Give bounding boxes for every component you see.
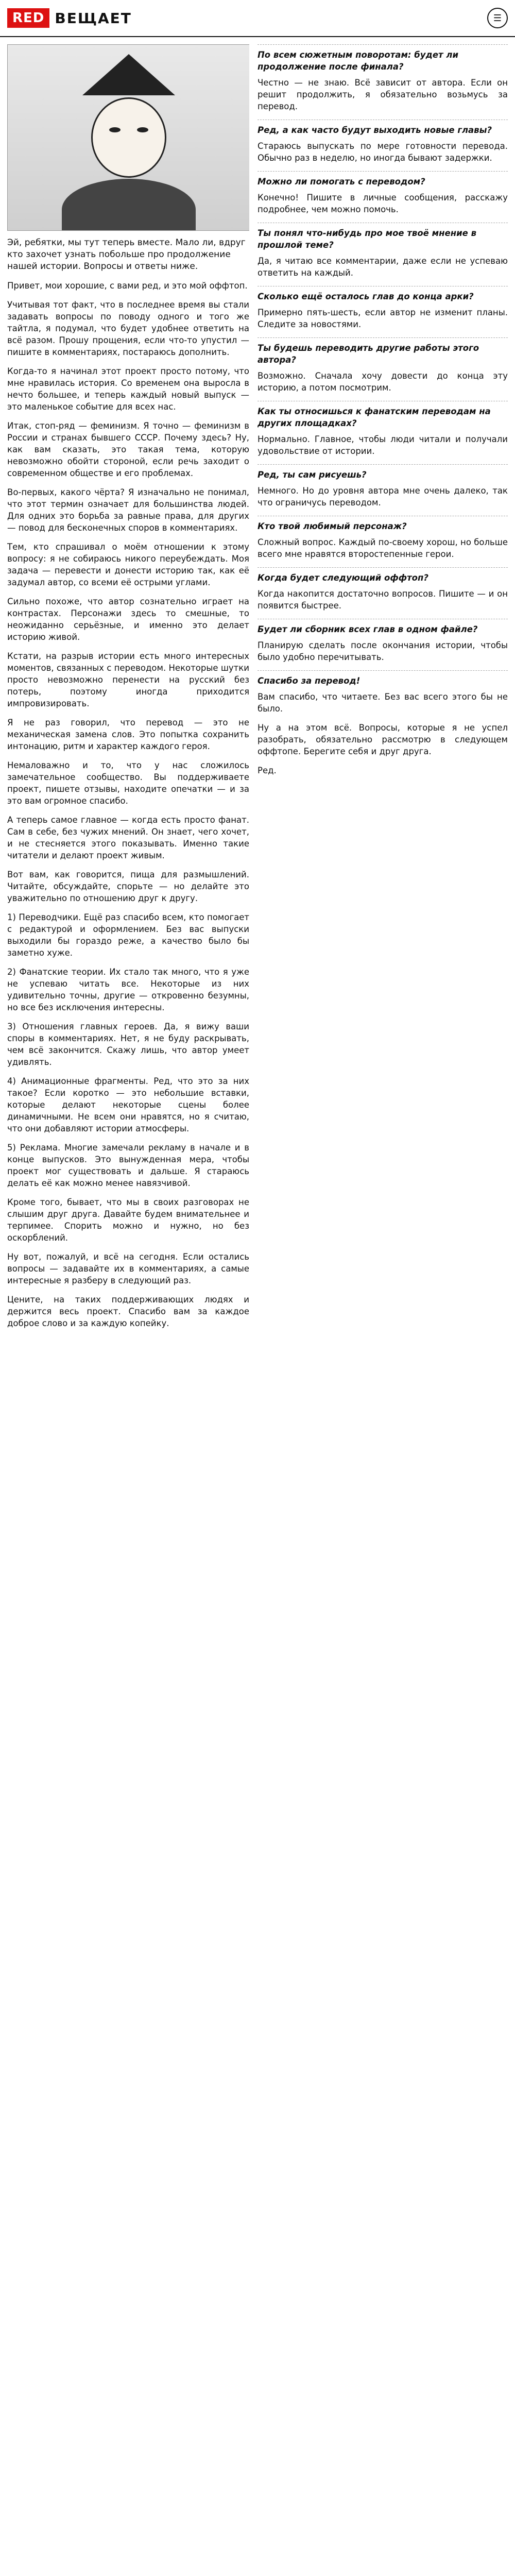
article-paragraph: 5) Реклама. Многие замечали рекламу в начале и в конце выпусков. Это вынужденная мера, чтобы проект мог существовать и дальше. Я стараюсь делать её как можно менее навязчивой. — [7, 1143, 249, 1188]
article-paragraph: Немаловажно и то, что у нас сложилось замечательное сообщество. Вы поддерживаете проект, пишете отзывы, находите опечатки — и за это вам огромное спасибо. — [7, 760, 249, 806]
qa-answer: Примерно пять-шесть, если автор не изменит планы. Следите за новостями. — [258, 308, 508, 329]
qa-answer: Нормально. Главное, чтобы люди читали и получали удовольствие от истории. — [258, 434, 508, 456]
article-paragraph: Тем, кто спрашивал о моём отношении к этому вопросу: я не собираюсь никого переубеждать. Моя задача — перевести и донести историю так, как её задумал автор, со всеми её острыми углами. — [7, 542, 249, 587]
qa-item — [258, 171, 508, 215]
qa-answer: Немного. Но до уровня автора мне очень далеко, так что ограничусь переводом. — [258, 486, 508, 507]
intro-text: Эй, ребятки, мы тут теперь вместе. Мало ли, вдруг кто захочет узнать побольше про продолжение нашей истории. Вопросы и ответы ниже. — [7, 238, 246, 272]
qa-question: Можно ли помогать с переводом? — [258, 177, 425, 187]
right-column — [258, 44, 508, 2576]
article-paragraph: Привет, мои хорошие, с вами ред, и это мой оффтоп. — [7, 281, 248, 291]
qa-answer: Сложный вопрос. Каждый по-своему хорош, но больше всего мне нравятся второстепенные герои. — [258, 537, 508, 559]
hero-body-shape — [62, 179, 196, 231]
header — [0, 0, 515, 37]
qa-question: Ты понял что-нибудь про мое твоё мнение в прошлой теме? — [258, 228, 477, 250]
qa-question: Ред, ты сам рисуешь? — [258, 470, 367, 480]
article-paragraph: Когда-то я начинал этот проект просто потому, что мне нравилась история. Со временем она выросла в нечто большее, и теперь каждый новый выпуск — это маленькое событие для всех нас. — [7, 366, 249, 412]
article-paragraph: Во-первых, какого чёрта? Я изначально не понимал, что этот термин означает для большинства людей. Для одних это борьба за равные права, для других — повод для бесконечных споров в комментариях. — [7, 487, 249, 533]
qa-question: Как ты относишься к фанатским переводам на других площадках? — [258, 406, 491, 428]
qa-answer: Честно — не знаю. Всё зависит от автора. Если он решит продолжить, я обязательно возьмусь за перевод. — [258, 78, 508, 111]
hero-illustration — [7, 44, 249, 231]
brand-badge: RED — [7, 8, 49, 28]
qa-answer: Возможно. Сначала хочу довести до конца эту историю, а потом посмотрим. — [258, 371, 508, 393]
article-paragraph: Вот вам, как говорится, пища для размышлений. Читайте, обсуждайте, спорьте — но делайте это уважительно по отношению друг к другу. — [7, 870, 249, 903]
menu-icon[interactable]: ☰ — [487, 8, 508, 28]
qa-question: Ред, а как часто будут выходить новые главы? — [258, 125, 492, 135]
hero-hair-shape — [82, 54, 175, 95]
qa-item — [258, 670, 508, 715]
right-paragraph-list — [258, 722, 508, 776]
article-paragraph: Сильно похоже, что автор сознательно играет на контрастах. Персонажи здесь то смешные, то неожиданно серьёзные, и именно это делает историю живой. — [7, 597, 249, 642]
article-paragraph: 3) Отношения главных героев. Да, я вижу ваши споры в комментариях. Нет, я не буду раскрывать, чем всё закончится. Скажу лишь, что автор умеет удивлять. — [7, 1022, 249, 1067]
article-paragraph: А теперь самое главное — когда есть просто фанат. Сам в себе, без чужих мнений. Он знает, чего хочет, и не стесняется этого показывать. Именно такие читатели и делают проект живым. — [7, 815, 249, 860]
qa-item — [258, 619, 508, 663]
qa-item — [258, 516, 508, 560]
qa-question: Сколько ещё осталось глав до конца арки? — [258, 292, 474, 301]
qa-question: Кто твой любимый персонаж? — [258, 521, 407, 531]
left-column — [7, 44, 249, 2576]
article-paragraph: 4) Анимационные фрагменты. Ред, что это за них такое? Если коротко — это небольшие вставки, которые делают некоторые сцены более динамичными. Не всем они нравятся, но я считаю, что они добавляют истории атмосферы. — [7, 1076, 249, 1133]
qa-question: Когда будет следующий оффтоп? — [258, 573, 428, 583]
qa-answer: Планирую сделать после окончания истории, чтобы было удобно перечитывать. — [258, 640, 508, 662]
qa-item — [258, 286, 508, 330]
closing-paragraph: Ну а на этом всё. Вопросы, которые я не успел разобрать, обязательно рассмотрю в следующем оффтопе. Берегите себя и друг друга. — [258, 723, 508, 756]
qa-answer: Да, я читаю все комментарии, даже если не успеваю ответить на каждый. — [258, 256, 508, 278]
qa-item — [258, 223, 508, 279]
closing-paragraph: Ред. — [258, 766, 277, 775]
qa-item — [258, 401, 508, 457]
qa-list — [258, 44, 508, 715]
qa-answer: Конечно! Пишите в личные сообщения, расскажу подробнее, чем можно помочь. — [258, 193, 508, 214]
qa-question: Будет ли сборник всех глав в одном файле? — [258, 624, 478, 634]
article-paragraph: Ну вот, пожалуй, и всё на сегодня. Если остались вопросы — задавайте их в комментариях, а самые интересные я разберу в следующий раз. — [7, 1252, 249, 1285]
qa-answer: Стараюсь выпускать по мере готовности перевода. Обычно раз в неделю, но иногда бывают задержки. — [258, 141, 508, 163]
qa-item — [258, 337, 508, 394]
qa-item — [258, 120, 508, 164]
qa-item — [258, 44, 508, 112]
article-paragraph: Учитывая тот факт, что в последнее время вы стали задавать вопросы по поводу одного и того же тайтла, я подумал, что будет удобнее ответить на всё разом. Прошу прощения, если что-то упустил — пишите в комментариях, постараюсь дополнить. — [7, 300, 249, 357]
article-paragraph: 2) Фанатские теории. Их стало так много, что я уже не успеваю читать все. Некоторые из них удивительно точны, другие — откровенно безумны, но все без исключения интересны. — [7, 967, 249, 1012]
qa-item — [258, 567, 508, 612]
article-paragraph: Цените, на таких поддерживающих людях и держится весь проект. Спасибо вам за каждое доброе слово и за каждую копейку. — [7, 1295, 249, 1328]
qa-answer: Вам спасибо, что читаете. Без вас всего этого бы не было. — [258, 692, 508, 714]
brand-word: ВЕЩАЕТ — [55, 9, 132, 27]
qa-item — [258, 464, 508, 509]
qa-question: По всем сюжетным поворотам: будет ли продолжение после финала? — [258, 50, 459, 72]
qa-question: Ты будешь переводить другие работы этого автора? — [258, 343, 479, 365]
article-body — [0, 37, 515, 2576]
article-paragraph: Я не раз говорил, что перевод — это не механическая замена слов. Это попытка сохранить интонацию, ритм и характер каждого героя. — [7, 718, 249, 751]
qa-answer: Когда накопится достаточно вопросов. Пишите — и он появится быстрее. — [258, 589, 508, 611]
article-paragraph: Кроме того, бывает, что мы в своих разговорах не слышим друг друга. Давайте будем внимательнее и терпимее. Спорить можно и нужно, но без оскорблений. — [7, 1197, 249, 1243]
article-paragraph: Кстати, на разрыв истории есть много интересных моментов, связанных с переводом. Некоторые шутки просто невозможно перенести на русский без потерь, поэтому иногда приходится импровизировать. — [7, 651, 249, 708]
hero-face-shape — [91, 97, 166, 178]
article-paragraph: Итак, стоп-ряд — феминизм. Я точно — феминизм в России и странах бывшего СССР. Почему здесь? Ну, как вам сказать, это такая тема, которую невозможно обойти стороной, если речь заходит о современном обществе и его проблемах. — [7, 421, 249, 478]
qa-question: Спасибо за перевод! — [258, 676, 360, 686]
left-paragraph-list — [7, 280, 249, 1329]
article-paragraph: 1) Переводчики. Ещё раз спасибо всем, кто помогает с редактурой и оформлением. Без вас выпуски выходили бы гораздо реже, а качество было бы заметно хуже. — [7, 912, 249, 958]
